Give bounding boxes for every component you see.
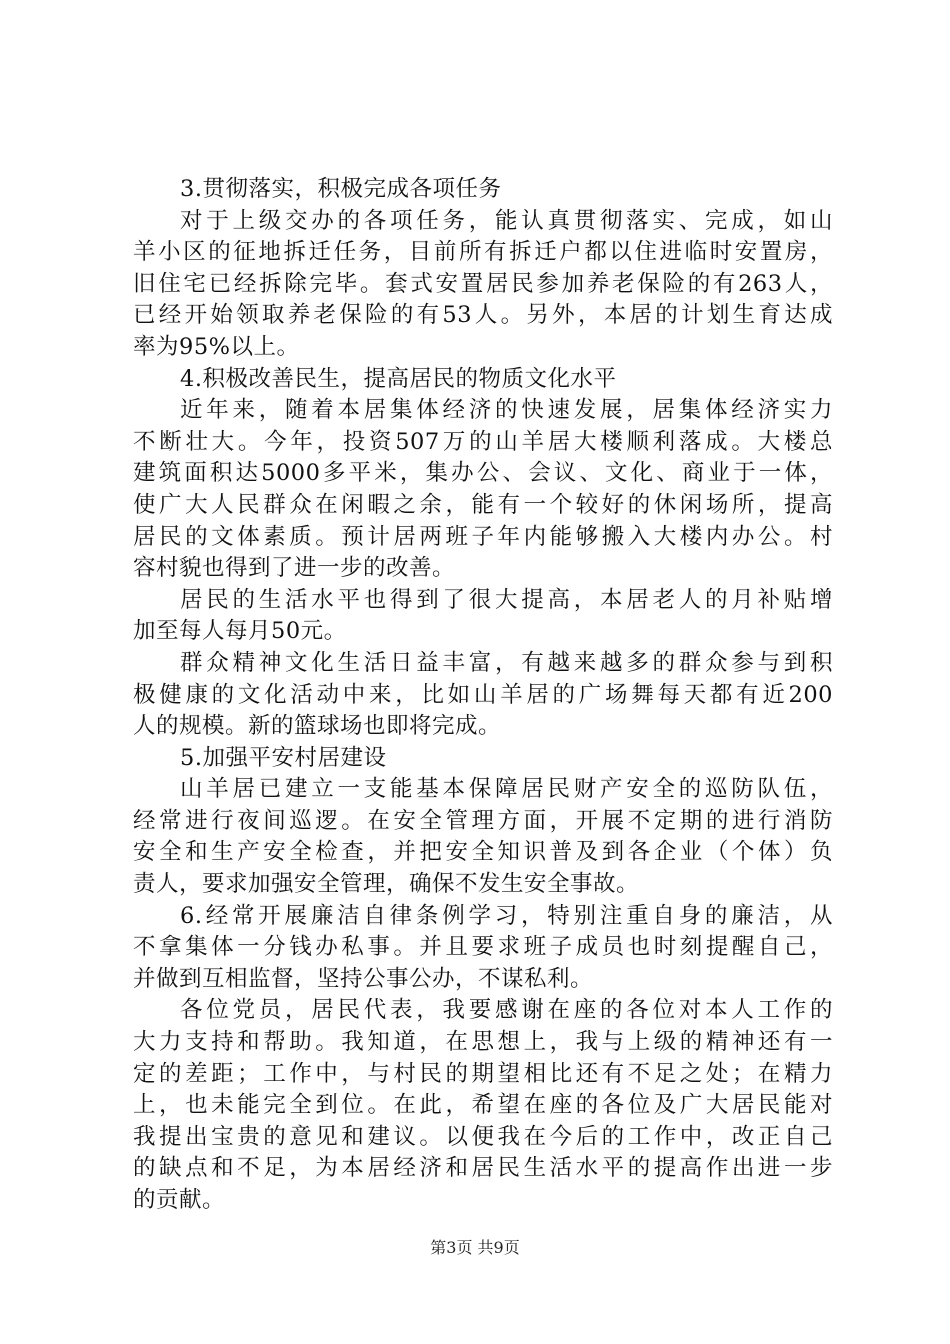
paragraph-line: 极健康的文化活动中来，比如山羊居的广场舞每天都有近200 [133, 681, 833, 708]
paragraph-line: 率为95%以上。 [133, 333, 300, 360]
paragraph-line: 不断壮大。今年，投资507万的山羊居大楼顺利落成。大楼总 [133, 428, 833, 455]
paragraph-line: 定的差距；工作中，与村民的期望相比还有不足之处；在精力 [133, 1060, 833, 1087]
paragraph-line: 旧住宅已经拆除完毕。套式安置居民参加养老保险的有263人， [133, 270, 833, 297]
paragraph-line: 使广大人民群众在闲暇之余，能有一个较好的休闲场所，提高 [133, 491, 833, 518]
paragraph-line: 上，也未能完全到位。在此，希望在座的各位及广大居民能对 [133, 1092, 833, 1119]
paragraph-line: 容村貌也得到了进一步的改善。 [133, 555, 456, 582]
paragraph-line: 安全和生产安全检查，并把安全知识普及到各企业（个体）负 [133, 839, 833, 866]
paragraph-line: 居民的生活水平也得到了很大提高，本居老人的月补贴增 [180, 586, 833, 613]
paragraph-line: 羊小区的征地拆迁任务，目前所有拆迁户都以住进临时安置房， [133, 239, 833, 266]
paragraph-line: 对于上级交办的各项任务，能认真贯彻落实、完成，如山 [180, 207, 833, 234]
heading-4: 4.积极改善民生，提高居民的物质文化水平 [180, 365, 617, 392]
paragraph-line: 建筑面积达5000多平米，集办公、会议、文化、商业于一体， [133, 460, 833, 487]
paragraph-line: 的缺点和不足，为本居经济和居民生活水平的提高作出进一步 [133, 1155, 833, 1182]
heading-3: 3.贯彻落实，积极完成各项任务 [180, 176, 502, 202]
paragraph-line: 各位党员，居民代表，我要感谢在座的各位对本人工作的 [180, 997, 833, 1024]
paragraph-line: 经常进行夜间巡逻。在安全管理方面，开展不定期的进行消防 [133, 807, 833, 834]
heading-5: 5.加强平安村居建设 [180, 744, 387, 771]
paragraph-line: 的贡献。 [133, 1187, 226, 1213]
page-number-footer: 第3页 共9页 [430, 1238, 520, 1257]
paragraph-line: 我提出宝贵的意见和建议。以便我在今后的工作中，改正自己 [133, 1123, 833, 1150]
paragraph-line: 加至每人每月50元。 [133, 618, 347, 645]
paragraph-line: 人的规模。新的篮球场也即将完成。 [133, 713, 502, 740]
paragraph-line: 不拿集体一分钱办私事。并且要求班子成员也时刻提醒自己， [133, 934, 833, 961]
paragraph-line: 大力支持和帮助。我知道，在思想上，我与上级的精神还有一 [133, 1029, 833, 1056]
document-body [133, 174, 833, 1217]
paragraph-line: 居民的文体素质。预计居两班子年内能够搬入大楼内办公。村 [133, 523, 833, 550]
paragraph-line: 并做到互相监督，坚持公事公办，不谋私利。 [133, 965, 594, 992]
paragraph-line: 山羊居已建立一支能基本保障居民财产安全的巡防队伍， [180, 776, 833, 803]
paragraph-line: 近年来，随着本居集体经济的快速发展，居集体经济实力 [180, 397, 833, 424]
heading-6: 6.经常开展廉洁自律条例学习，特别注重自身的廉洁，从 [180, 902, 833, 929]
paragraph-line: 责人，要求加强安全管理，确保不发生安全事故。 [133, 871, 640, 898]
paragraph-line: 已经开始领取养老保险的有53人。另外，本居的计划生育达成 [133, 302, 833, 329]
paragraph-line: 群众精神文化生活日益丰富，有越来越多的群众参与到积 [180, 649, 833, 676]
